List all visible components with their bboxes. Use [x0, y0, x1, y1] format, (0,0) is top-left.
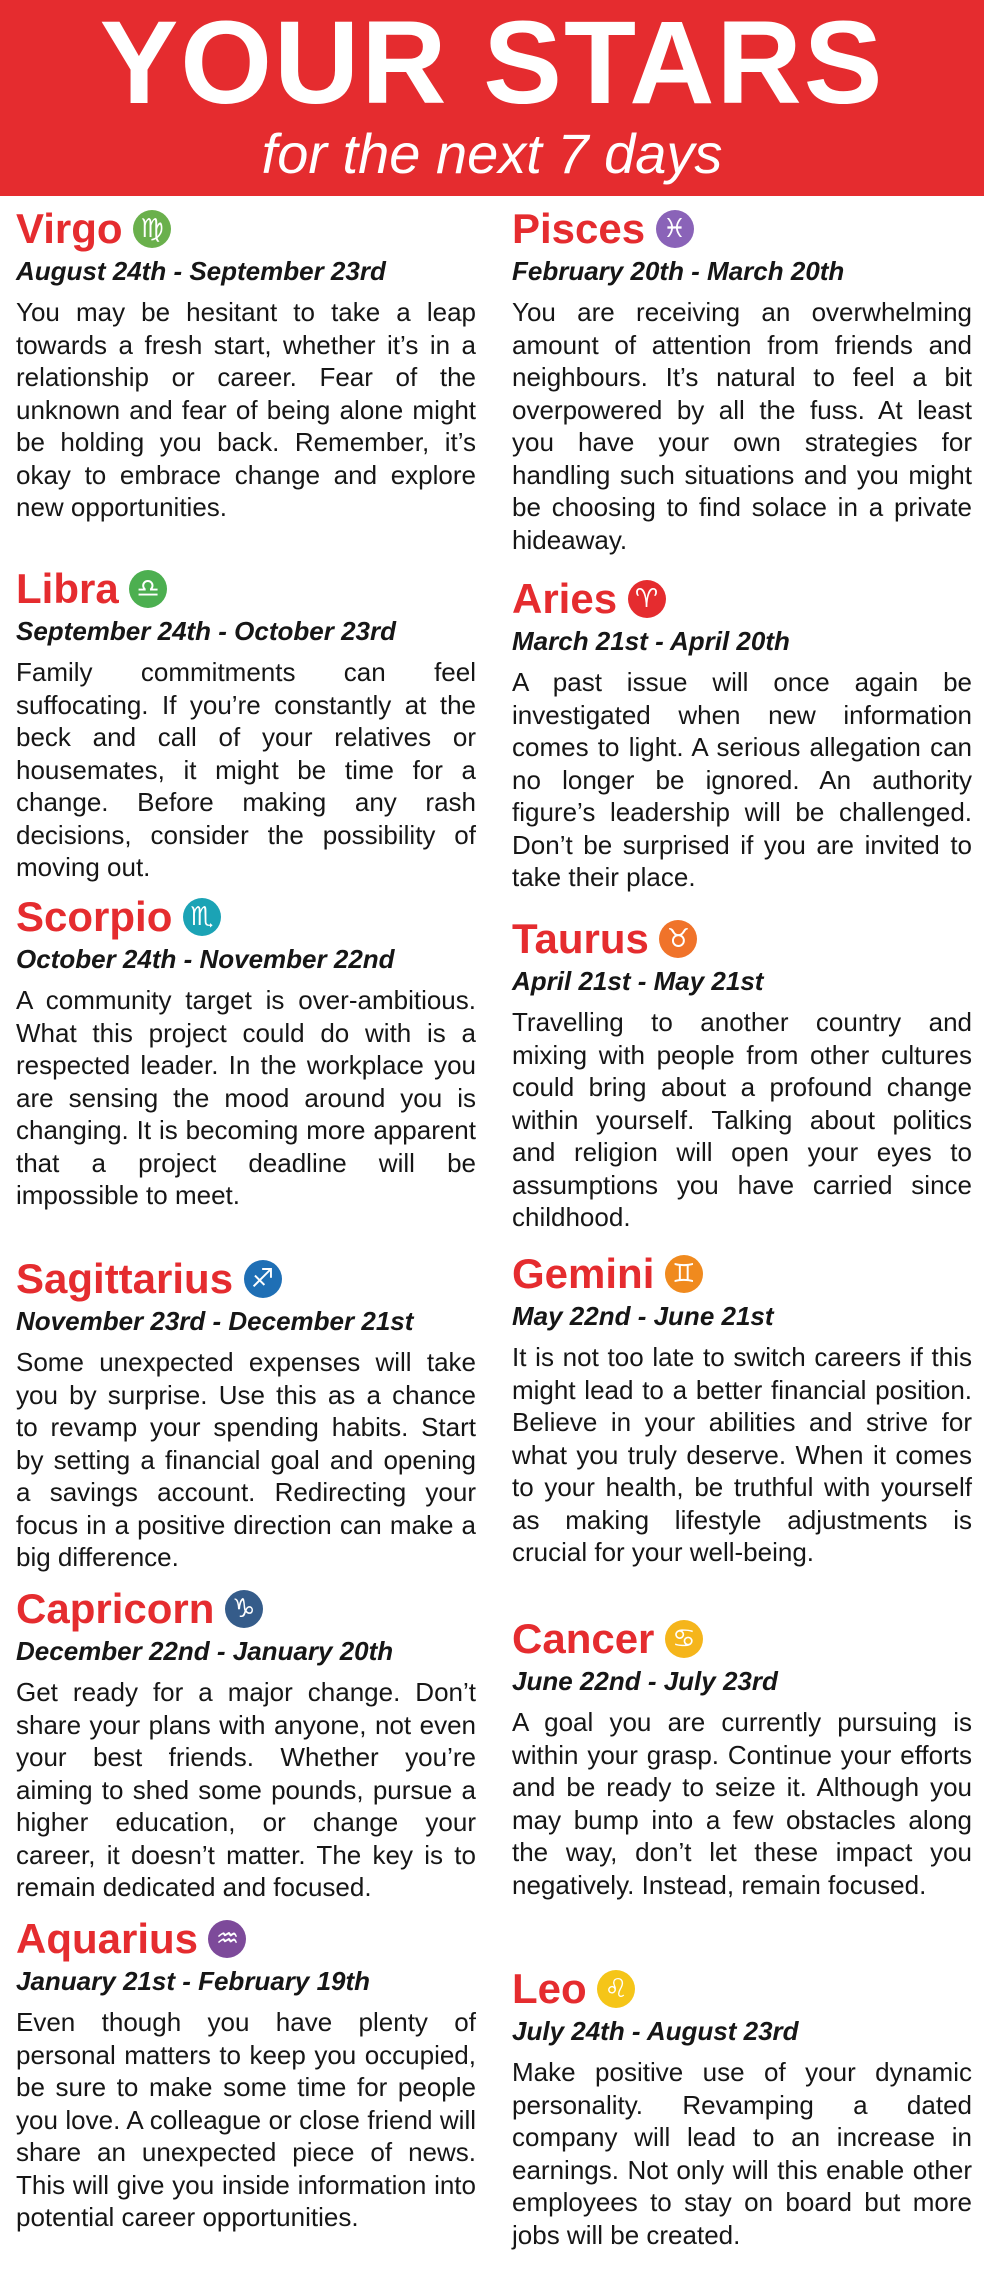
sign-leo	[512, 1966, 972, 2251]
header-banner	[0, 0, 984, 196]
sign-forecast: Get ready for a major change. Don’t share your plans with anyone, not even your best friends. Whether you’re aiming to shed some pounds, pursue a higher education, or change your career, it doesn’t matter. The key is to remain dedicated and focused.	[16, 1677, 476, 1902]
capricorn-icon: ♑	[225, 1590, 263, 1628]
aries-icon: ♈	[628, 580, 666, 618]
sign-forecast: A past issue will once again be investigated when new information comes to light. A serious allegation can no longer be ignored. An authority figure’s leadership will be challenged. Don’t be surprised if you are invited to take their place.	[512, 667, 972, 892]
virgo-icon: ♍	[133, 210, 171, 248]
sign-name: Aquarius	[16, 1915, 199, 1962]
sign-aquarius	[16, 1916, 476, 2234]
aquarius-icon: ♒	[208, 1920, 246, 1958]
sign-name: Aries	[512, 575, 618, 622]
sign-name: Scorpio	[16, 893, 173, 940]
sign-forecast: Family commitments can feel suffocating. If you’re constantly at the beck and call of your relatives or housemates, it might be time for a change. Before making any rash decisions, consider the possibility of moving out.	[16, 657, 476, 882]
sign-sagittarius	[16, 1256, 476, 1574]
sign-cancer	[512, 1616, 972, 1901]
sign-name: Gemini	[512, 1250, 655, 1297]
sign-forecast: A community target is over-ambitious. What this project could do with is a respected leader. In the workplace you are sensing the mood around you is changing. It is becoming more apparent that a project deadline will be impossible to meet.	[16, 985, 476, 1210]
sign-name: Leo	[512, 1965, 587, 2012]
sign-virgo	[16, 206, 476, 524]
sign-forecast: Some unexpected expenses will take you by surprise. Use this as a chance to revamp your spending habits. Start by setting a financial goal and opening a savings account. Redirecting your focus in a positive direction can make a big difference.	[16, 1347, 476, 1572]
sign-name: Libra	[16, 565, 119, 612]
libra-icon: ♎	[129, 570, 167, 608]
sign-dates: November 23rd - December 21st	[16, 1306, 414, 1336]
sign-dates: December 22nd - January 20th	[16, 1636, 394, 1666]
sign-dates: January 21st - February 19th	[16, 1966, 371, 1996]
sign-forecast: Travelling to another country and mixing with people from other cultures could bring about a profound change within yourself. Talking about politics and religion will open your eyes to assumptions you have carried since childhood.	[512, 1007, 972, 1232]
sign-dates: June 22nd - July 23rd	[512, 1666, 778, 1696]
sign-aries	[512, 576, 972, 894]
pisces-icon: ♓	[656, 210, 694, 248]
sign-dates: September 24th - October 23rd	[16, 616, 396, 646]
sign-dates: October 24th - November 22nd	[16, 944, 395, 974]
sign-dates: May 22nd - June 21st	[512, 1301, 774, 1331]
sign-gemini	[512, 1251, 972, 1569]
sign-forecast: A goal you are currently pursuing is within your grasp. Continue your efforts and be ready to seize it. Although you may bump into a few obstacles along the way, don’t let these impact you negatively. Instead, remain focused.	[512, 1707, 972, 1900]
sign-dates: March 21st - April 20th	[512, 626, 790, 656]
sign-forecast: You may be hesitant to take a leap towards a fresh start, whether it’s in a relationship or career. Fear of the unknown and fear of being alone might be holding you back. Remember, it’s okay to embrace change and explore new opportunities.	[16, 297, 476, 522]
sagittarius-icon: ♐	[244, 1260, 282, 1298]
sign-forecast: Even though you have plenty of personal matters to keep you occupied, be sure to make some time for people you love. A colleague or close friend will share an unexpected piece of news. This will give you inside information into potential career opportunities.	[16, 2007, 476, 2232]
sign-name: Cancer	[512, 1615, 655, 1662]
sign-name: Taurus	[512, 915, 649, 962]
taurus-icon: ♉	[659, 920, 697, 958]
sign-name: Pisces	[512, 205, 646, 252]
cancer-icon: ♋	[665, 1620, 703, 1658]
sign-dates: April 21st - May 21st	[512, 966, 764, 996]
sign-forecast: Make positive use of your dynamic personality. Revamping a dated company will lead to an increase in earnings. Not only will this enable other employees to stay on board but more jobs will be created.	[512, 2057, 972, 2250]
scorpio-icon: ♏	[183, 898, 221, 936]
sign-taurus	[512, 916, 972, 1234]
sign-forecast: It is not too late to switch careers if this might lead to a better financial position. Believe in your abilities and strive for what you truly deserve. When it comes to your health, be truthful with yourself as making lifestyle adjustments is crucial for your well-being.	[512, 1342, 972, 1567]
sign-name: Capricorn	[16, 1585, 215, 1632]
sign-name: Sagittarius	[16, 1255, 234, 1302]
sign-dates: August 24th - September 23rd	[16, 256, 386, 286]
sign-pisces	[512, 206, 972, 556]
banner-subtitle: for the next 7 days	[261, 122, 723, 185]
leo-icon: ♌	[597, 1970, 635, 2008]
sign-dates: July 24th - August 23rd	[512, 2016, 799, 2046]
sign-libra	[16, 566, 476, 884]
sign-forecast: You are receiving an overwhelming amount of attention from friends and neighbours. It’s natural to feel a bit overpowered by all the fuss. At least you have your own strategies for handling such situations and you might be choosing to find solace in a private hideaway.	[512, 297, 972, 555]
sign-name: Virgo	[16, 205, 123, 252]
sign-scorpio	[16, 894, 476, 1212]
sign-dates: February 20th - March 20th	[512, 256, 845, 286]
sign-capricorn	[16, 1586, 476, 1904]
banner-title: YOUR STARS	[99, 0, 885, 129]
gemini-icon: ♊	[665, 1255, 703, 1293]
